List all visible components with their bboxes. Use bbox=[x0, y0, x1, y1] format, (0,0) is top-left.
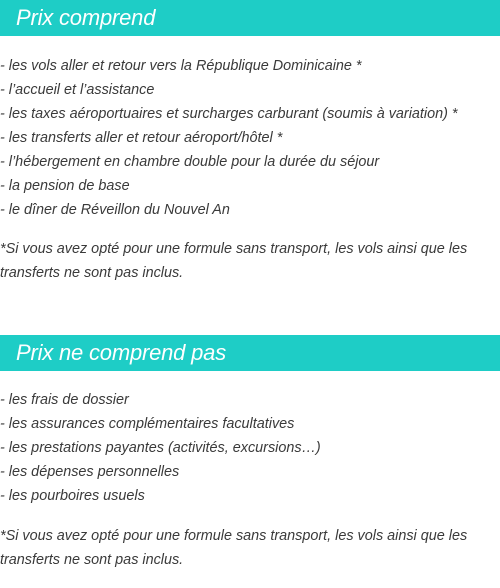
excluded-item-paid-services: - les prestations payantes (activités, excursions…) bbox=[0, 440, 321, 456]
included-item-airport-taxes: - les taxes aéroportuaires et surcharges carburant (soumis à variation) * bbox=[0, 106, 458, 122]
excluded-item-tips: - les pourboires usuels bbox=[0, 488, 145, 504]
included-section-title: Prix comprend bbox=[16, 5, 156, 30]
excluded-item-personal-expenses: - les dépenses personnelles bbox=[0, 464, 180, 480]
excluded-section-header bbox=[0, 335, 500, 371]
excluded-items-list bbox=[0, 388, 500, 508]
excluded-item-optional-insurance: - les assurances complémentaires facultatives bbox=[0, 416, 295, 432]
excluded-item-booking-fees: - les frais de dossier bbox=[0, 392, 129, 408]
included-item-board-basis: - la pension de base bbox=[0, 178, 130, 194]
included-items-list bbox=[0, 54, 500, 222]
excluded-footnote: *Si vous avez opté pour une formule sans transport, les vols ainsi que les transferts ne sont pas inclus. bbox=[0, 528, 468, 568]
included-item-transfers: - les transferts aller et retour aéroport/hôtel * bbox=[0, 130, 283, 146]
excluded-section-title: Prix ne comprend pas bbox=[16, 340, 226, 365]
included-item-welcome-assistance: - l’accueil et l’assistance bbox=[0, 82, 155, 98]
included-item-flights: - les vols aller et retour vers la République Dominicaine * bbox=[0, 58, 362, 74]
included-item-accommodation: - l’hébergement en chambre double pour la durée du séjour bbox=[0, 154, 380, 170]
included-footnote: *Si vous avez opté pour une formule sans transport, les vols ainsi que les transferts ne sont pas inclus. bbox=[0, 241, 468, 281]
included-section-header bbox=[0, 0, 500, 36]
included-item-new-year-dinner: - le dîner de Réveillon du Nouvel An bbox=[0, 202, 230, 218]
